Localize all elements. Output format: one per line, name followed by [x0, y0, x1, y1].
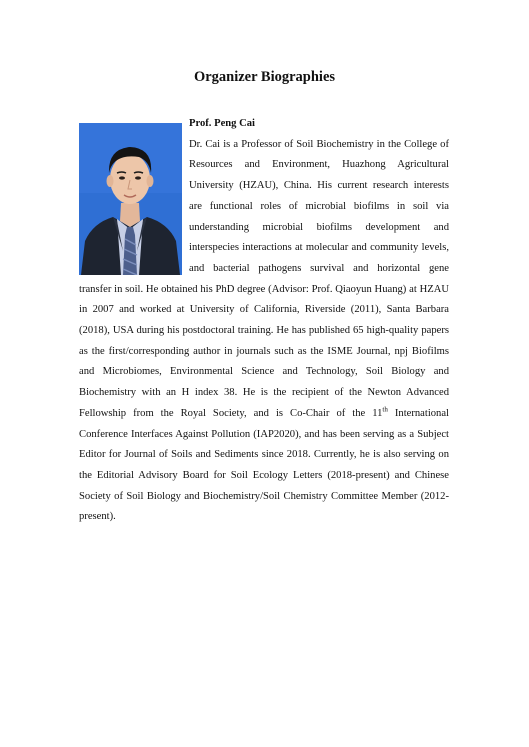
- bio-line: understanding microbial biofilms development and: [189, 221, 449, 233]
- page-title: Organizer Biographies: [193, 69, 336, 85]
- organizer-bio-section: [79, 114, 449, 528]
- bio-line: University (HZAU), China. His current research interests: [189, 180, 449, 192]
- bio-line: Resources and Environment, Huazhong Agricultural: [189, 159, 449, 171]
- bio-line: are functional roles of microbial biofilms in soil via: [189, 200, 449, 212]
- bio-paragraph-continued: [79, 280, 449, 528]
- bio-text-part2: International Conference Interfaces Against Pollution (IAP2020), and has been serving as a Subject Editor for Journal of Soils and Sediments since 2018. Currently, he is also serving on the Editorial Advisory Board for Soil Ecology Letters (2018-present) and Chinese Society of Soil Biology and Biochemistry/Soil Chemistry Committee Member (2012-present).: [79, 407, 449, 523]
- organizer-name: Prof. Peng Cai: [189, 118, 256, 129]
- portrait-icon: [79, 123, 182, 275]
- bio-line: Dr. Cai is a Professor of Soil Biochemistry in the College of: [189, 138, 449, 150]
- bio-line: and bacterial pathogens survival and horizontal gene: [189, 262, 449, 274]
- bio-line: interspecies interactions at molecular and community levels,: [189, 242, 449, 254]
- ordinal-superscript: th: [382, 405, 388, 414]
- bio-text-part1: transfer in soil. He obtained his PhD degree (Advisor: Prof. Qiaoyun Huang) at HZAU in 2007 and worked at University of California, Riverside (2011), Santa Barbara (2018), USA during his postdoctoral training. He has published 65 high-quality papers as the first/corresponding author in journals such as the ISME Journal, npj Biofilms and Microbiomes, Environmental Science and Technology, Soil Biology and Biochemistry with an H index 38. He is the recipient of the Newton Advanced Fellowship from the Royal Society, and is Co-Chair of the 11: [79, 283, 449, 419]
- organizer-portrait-photo: [79, 123, 182, 275]
